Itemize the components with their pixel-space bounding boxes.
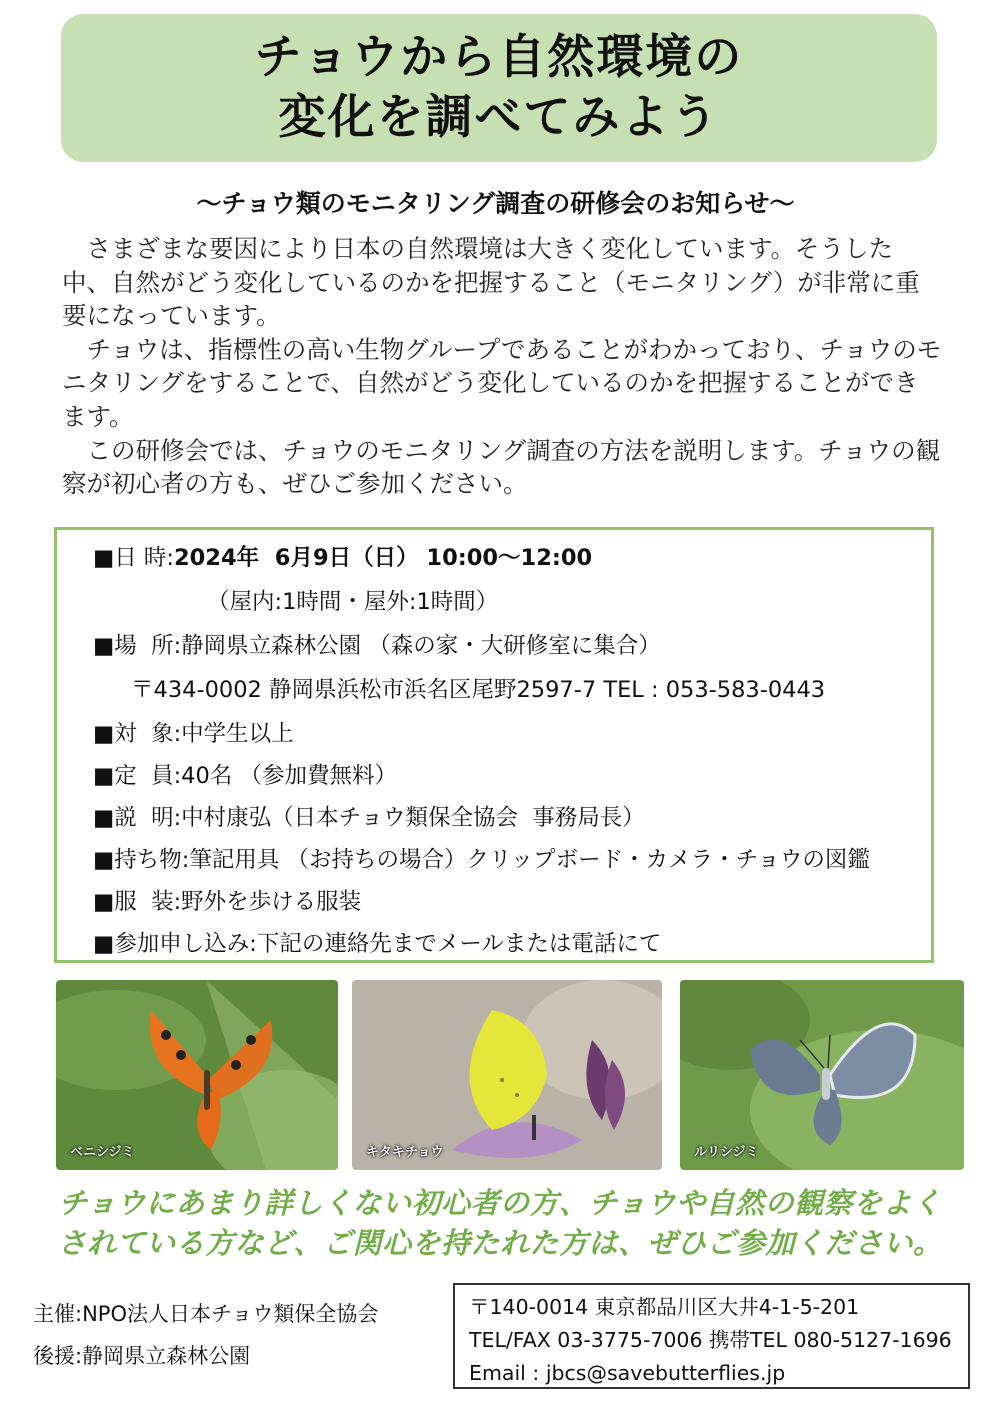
contact-email[interactable]: Email : jbcs@savebutterflies.jp <box>469 1361 786 1385</box>
info-capacity <box>93 758 397 790</box>
datetime-label: ■日 時: <box>93 545 174 571</box>
target-label: ■対 象: <box>93 721 182 747</box>
photo-caption: キタキチョウ <box>366 1145 444 1160</box>
photo-caption: ベニシジミ <box>70 1145 135 1160</box>
event-info-box <box>54 527 934 963</box>
callout-line-1: チョウにあまり詳しくない初心者の方、チョウや自然の観察をよく <box>58 1186 942 1220</box>
info-clothing <box>93 884 361 916</box>
place-value: 静岡県立森林公園 （森の家・大研修室に集合） <box>181 633 661 659</box>
info-place <box>93 628 661 660</box>
photo-kitakichou <box>352 980 662 1170</box>
photo-caption: ルリシジミ <box>694 1145 759 1160</box>
title-line-2: 変化を調べてみよう <box>278 90 720 145</box>
invitation-callout <box>30 1183 970 1263</box>
title-banner <box>61 14 937 162</box>
capacity-value: 40名 （参加費無料） <box>181 763 397 789</box>
lecturer-label: ■説 明: <box>93 805 182 831</box>
info-lecturer <box>93 800 645 832</box>
title-line-1: チョウから自然環境の <box>254 30 744 85</box>
info-datetime-note: （屋内:1時間・屋外:1時間） <box>207 589 499 615</box>
intro-paragraph: さまざまな要因により日本の自然環境は大きく変化しています。そうした中、自然がどう変化しているのかを把握すること（モニタリング）が非常に重要になっています。 <box>62 234 920 331</box>
intro-paragraph: チョウは、指標性の高い生物グループであることがわかっており、チョウのモニタリングをすることで、自然がどう変化しているのかを把握することができます。 <box>62 334 942 431</box>
contact-phone: TEL/FAX 03-3775-7006 携帯TEL 080-5127-1696 <box>469 1328 952 1352</box>
datetime-value: 2024年 6月9日（日） 10:00～12:00 <box>174 545 593 571</box>
intro-paragraph: この研修会では、チョウのモニタリング調査の方法を説明します。チョウの観察が初心者の方も、ぜひご参加ください。 <box>62 435 941 499</box>
clothing-value: 野外を歩ける服装 <box>181 889 362 915</box>
apply-value: 下記の連絡先までメールまたは電話にて <box>256 931 662 957</box>
target-value: 中学生以上 <box>181 721 294 747</box>
contact-address: 〒140-0014 東京都品川区大井4-1-5-201 <box>469 1295 860 1319</box>
callout-line-2: されている方など、ご関心を持たれた方は、ぜひご参加ください。 <box>57 1226 943 1260</box>
capacity-label: ■定 員: <box>93 763 182 789</box>
place-label: ■場 所: <box>93 633 182 659</box>
contact-box <box>453 1283 970 1389</box>
intro-text <box>62 232 942 501</box>
info-place-address: 〒434-0002 静岡県浜松市浜名区尾野2597-7 TEL : 053-583-0443 <box>131 677 826 703</box>
info-items <box>93 842 870 874</box>
items-label: ■持ち物: <box>93 847 190 873</box>
info-datetime <box>93 540 592 572</box>
organizer: 主催:NPO法人日本チョウ類保全協会 <box>33 1302 379 1326</box>
supporter: 後援:静岡県立森林公園 <box>33 1344 251 1368</box>
apply-label: ■参加申し込み: <box>93 931 257 957</box>
subtitle: ～チョウ類のモニタリング調査の研修会のお知らせ～ <box>196 189 795 218</box>
lecturer-value: 中村康弘（日本チョウ類保全協会 事務局長） <box>181 805 645 831</box>
info-target <box>93 716 294 748</box>
info-apply <box>93 926 661 958</box>
photo-rurishijimi <box>680 980 964 1170</box>
photo-benishijimi <box>56 980 338 1170</box>
items-value: 筆記用具 （お持ちの場合）クリップボード・カメラ・チョウの図鑑 <box>189 847 870 873</box>
clothing-label: ■服 装: <box>93 889 182 915</box>
